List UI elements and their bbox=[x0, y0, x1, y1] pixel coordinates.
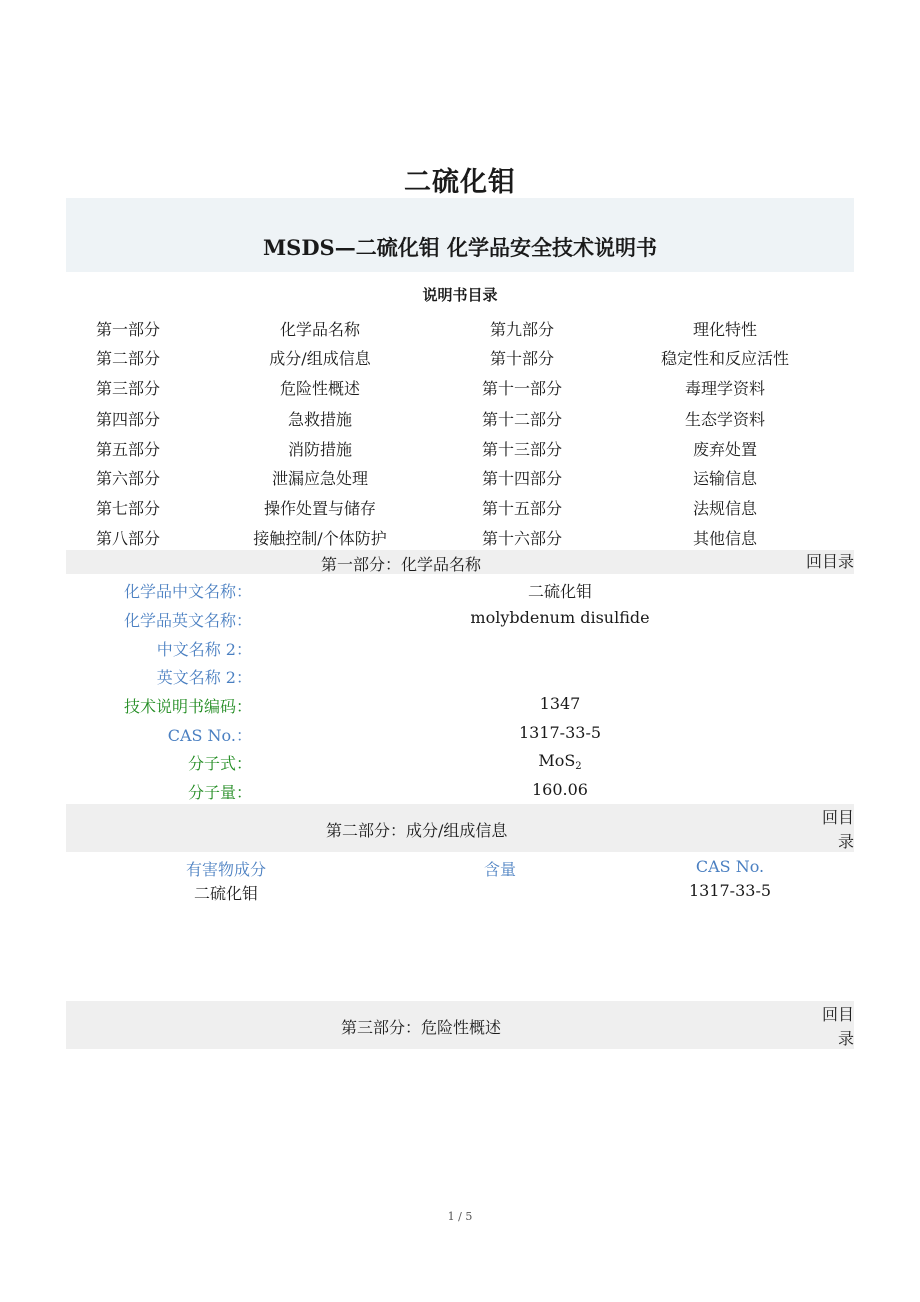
toc-section-link[interactable]: 运输信息 bbox=[692, 469, 757, 488]
field-label: CAS No.： bbox=[167, 726, 252, 745]
back-to-toc-line1: 回目 bbox=[821, 1005, 854, 1024]
msds-banner-title: MSDS—二硫化钼 化学品安全技术说明书 bbox=[262, 235, 658, 260]
back-to-toc-line1: 回目 bbox=[821, 808, 854, 827]
field-value bbox=[380, 751, 740, 772]
toc-heading: 说明书目录 bbox=[422, 286, 498, 304]
toc-part-link[interactable]: 第七部分 bbox=[95, 499, 160, 518]
toc-part-link[interactable]: 第五部分 bbox=[95, 440, 160, 459]
field-label: 技术说明书编码： bbox=[123, 697, 252, 716]
toc-section-link[interactable]: 废弃处置 bbox=[692, 440, 757, 459]
section3-header bbox=[66, 1001, 854, 1049]
toc-section-link[interactable]: 接触控制/个体防护 bbox=[253, 529, 387, 548]
toc-section-link[interactable]: 理化特性 bbox=[692, 320, 757, 339]
field-label: 分子量： bbox=[187, 783, 252, 802]
toc-section-link[interactable]: 化学品名称 bbox=[279, 320, 360, 339]
field-row bbox=[0, 780, 920, 806]
field-row bbox=[0, 694, 920, 720]
page-title: 二硫化钼 bbox=[404, 167, 516, 198]
toc-row bbox=[0, 526, 920, 550]
msds-banner bbox=[66, 198, 854, 272]
toc-section-link[interactable]: 毒理学资料 bbox=[684, 379, 765, 398]
toc-part-link[interactable]: 第三部分 bbox=[95, 379, 160, 398]
toc-section-link[interactable]: 成分/组成信息 bbox=[269, 349, 371, 368]
section1-title: 第一部分：化学品名称 bbox=[321, 555, 482, 574]
back-to-toc-link[interactable]: 回目录 bbox=[805, 552, 854, 571]
section3-title: 第三部分：危险性概述 bbox=[341, 1018, 502, 1037]
column-header: 有害物成分 bbox=[185, 860, 266, 879]
section2-title: 第二部分：成分/组成信息 bbox=[326, 821, 508, 840]
composition-header bbox=[0, 857, 920, 881]
toc-part-link[interactable]: 第十三部分 bbox=[481, 440, 562, 459]
toc-section-link[interactable]: 消防措施 bbox=[287, 440, 352, 459]
toc-part-link[interactable]: 第八部分 bbox=[95, 529, 160, 548]
field-row bbox=[0, 723, 920, 749]
back-to-toc-link[interactable] bbox=[822, 806, 854, 854]
toc-section-link[interactable]: 其他信息 bbox=[692, 529, 757, 548]
toc-part-link[interactable]: 第十五部分 bbox=[481, 499, 562, 518]
column-header: CAS No. bbox=[695, 857, 765, 876]
toc-section-link[interactable]: 法规信息 bbox=[692, 499, 757, 518]
toc-row bbox=[0, 496, 920, 520]
formula-text: MoS bbox=[538, 751, 576, 770]
field-row bbox=[0, 637, 920, 663]
toc-section-link[interactable]: 操作处置与储存 bbox=[263, 499, 376, 518]
toc-part-link[interactable]: 第六部分 bbox=[95, 469, 160, 488]
field-row bbox=[0, 665, 920, 691]
table-cell: 二硫化钼 bbox=[193, 884, 258, 903]
toc-section-link[interactable]: 泄漏应急处理 bbox=[271, 469, 368, 488]
toc-part-link[interactable]: 第九部分 bbox=[489, 320, 554, 339]
field-label: 化学品中文名称： bbox=[123, 582, 252, 601]
section1-header bbox=[66, 550, 854, 574]
toc-row bbox=[0, 407, 920, 431]
toc-row bbox=[0, 437, 920, 461]
section2-header bbox=[66, 804, 854, 852]
back-to-toc-link[interactable] bbox=[822, 1003, 854, 1051]
toc-row bbox=[0, 466, 920, 490]
toc-section-link[interactable]: 生态学资料 bbox=[684, 410, 765, 429]
field-value: molybdenum disulfide bbox=[470, 608, 650, 627]
field-value: 1317-33-5 bbox=[518, 723, 602, 742]
formula-subscript: 2 bbox=[575, 761, 582, 772]
toc-part-link[interactable]: 第四部分 bbox=[95, 410, 160, 429]
field-label: 中文名称 2： bbox=[156, 640, 252, 659]
field-row bbox=[0, 608, 920, 634]
field-value: 1347 bbox=[539, 694, 581, 713]
toc-row bbox=[0, 376, 920, 400]
toc-part-link[interactable]: 第十六部分 bbox=[481, 529, 562, 548]
field-label: 分子式： bbox=[187, 754, 252, 773]
toc-part-link[interactable]: 第十一部分 bbox=[481, 379, 562, 398]
field-label: 英文名称 2： bbox=[156, 668, 252, 687]
toc-part-link[interactable]: 第十部分 bbox=[489, 349, 554, 368]
back-to-toc-line2: 录 bbox=[837, 1029, 854, 1048]
toc-part-link[interactable]: 第二部分 bbox=[95, 349, 160, 368]
column-header: 含量 bbox=[483, 860, 516, 879]
field-row bbox=[0, 751, 920, 777]
toc-row bbox=[0, 317, 920, 341]
field-label: 化学品英文名称： bbox=[123, 611, 252, 630]
page-number: 1 / 5 bbox=[447, 1210, 473, 1223]
back-to-toc-line2: 录 bbox=[837, 832, 854, 851]
toc-section-link[interactable]: 急救措施 bbox=[287, 410, 352, 429]
field-row bbox=[0, 579, 920, 605]
toc-part-link[interactable]: 第十二部分 bbox=[481, 410, 562, 429]
toc-part-link[interactable]: 第十四部分 bbox=[481, 469, 562, 488]
toc-part-link[interactable]: 第一部分 bbox=[95, 320, 160, 339]
field-value: 二硫化钼 bbox=[527, 582, 592, 601]
toc-row bbox=[0, 346, 920, 370]
toc-section-link[interactable]: 稳定性和反应活性 bbox=[660, 349, 789, 368]
table-cell: 1317-33-5 bbox=[688, 881, 772, 900]
table-row bbox=[0, 881, 920, 905]
toc-section-link[interactable]: 危险性概述 bbox=[279, 379, 360, 398]
field-value: 160.06 bbox=[532, 780, 588, 799]
